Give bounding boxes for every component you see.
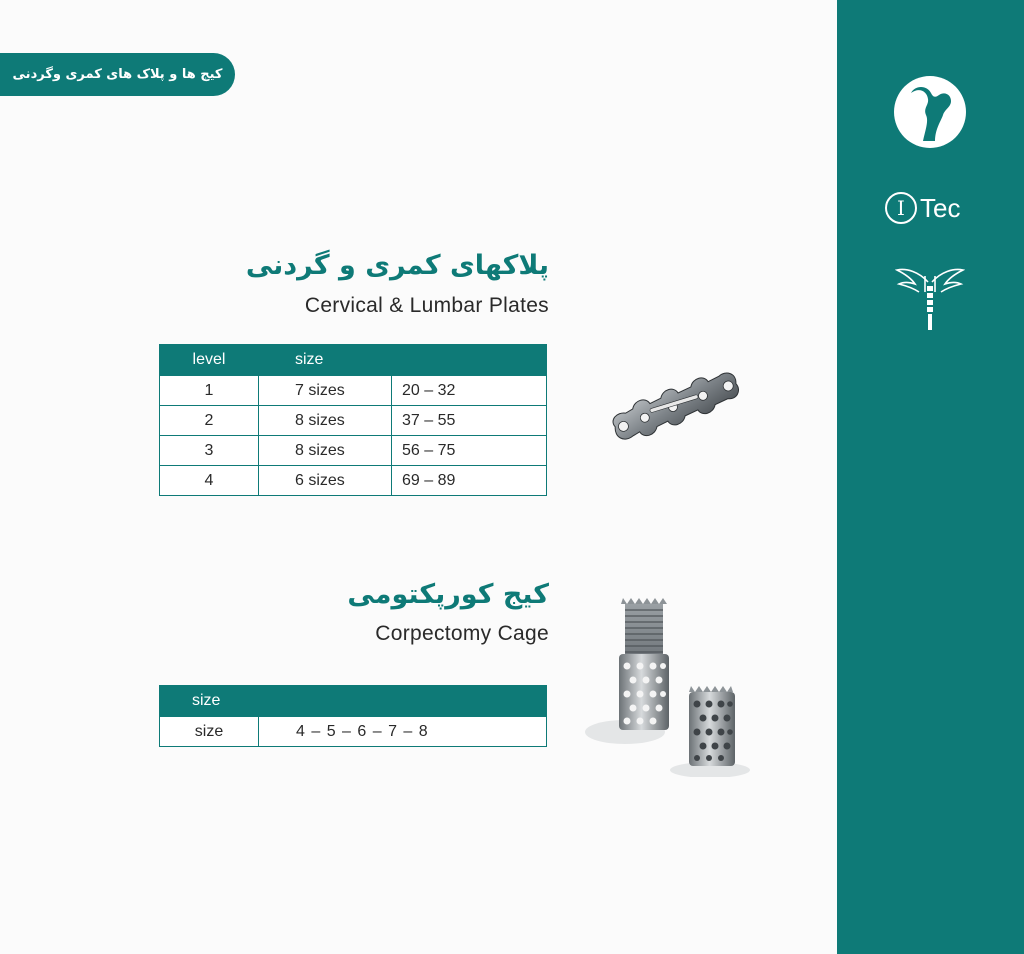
- table-header-row: [160, 345, 547, 376]
- cell-count: 8 sizes: [259, 406, 392, 436]
- cage-title-fa: کیج کورپکتومی: [347, 579, 549, 610]
- table-header-row: [160, 686, 547, 717]
- category-tag: کیج ها و پلاک های کمری وگردنی: [0, 53, 235, 96]
- itec-logo: [885, 187, 980, 229]
- plates-title-en: Cervical & Lumbar Plates: [304, 294, 549, 317]
- table-row: [160, 406, 547, 436]
- col-header-level: level: [160, 345, 259, 376]
- winged-spine-logo-icon: [895, 262, 965, 334]
- table-row: [160, 376, 547, 406]
- col-header-size: size: [259, 345, 547, 376]
- cell-level: 3: [160, 436, 259, 466]
- corpectomy-cage-image: [585, 592, 760, 777]
- cell-count: 6 sizes: [259, 466, 392, 496]
- plates-title-fa: پلاکهای کمری و گردنی: [245, 250, 549, 281]
- table-row: [160, 466, 547, 496]
- cell-level: 4: [160, 466, 259, 496]
- table-row: [160, 717, 547, 747]
- itec-logo-text: Tec: [920, 192, 961, 223]
- cage-size-table: [159, 685, 547, 747]
- itec-logo-mark: I: [885, 192, 917, 224]
- cell-count: 7 sizes: [259, 376, 392, 406]
- cervical-plate-image: [605, 370, 750, 450]
- cell-level: 1: [160, 376, 259, 406]
- cell-range: 20 – 32: [392, 376, 547, 406]
- plates-size-table: [159, 344, 547, 496]
- cell-range: 56 – 75: [392, 436, 547, 466]
- cage-title-en: Corpectomy Cage: [375, 622, 549, 645]
- cell-range: 69 – 89: [392, 466, 547, 496]
- orthopedic-joint-logo-icon: [893, 75, 967, 149]
- cell-size-values: 4 – 5 – 6 – 7 – 8: [259, 717, 547, 747]
- cell-level: 2: [160, 406, 259, 436]
- cell-range: 37 – 55: [392, 406, 547, 436]
- cell-size-label: size: [160, 717, 259, 747]
- table-row: [160, 436, 547, 466]
- cell-count: 8 sizes: [259, 436, 392, 466]
- col-header-size: size: [160, 686, 547, 717]
